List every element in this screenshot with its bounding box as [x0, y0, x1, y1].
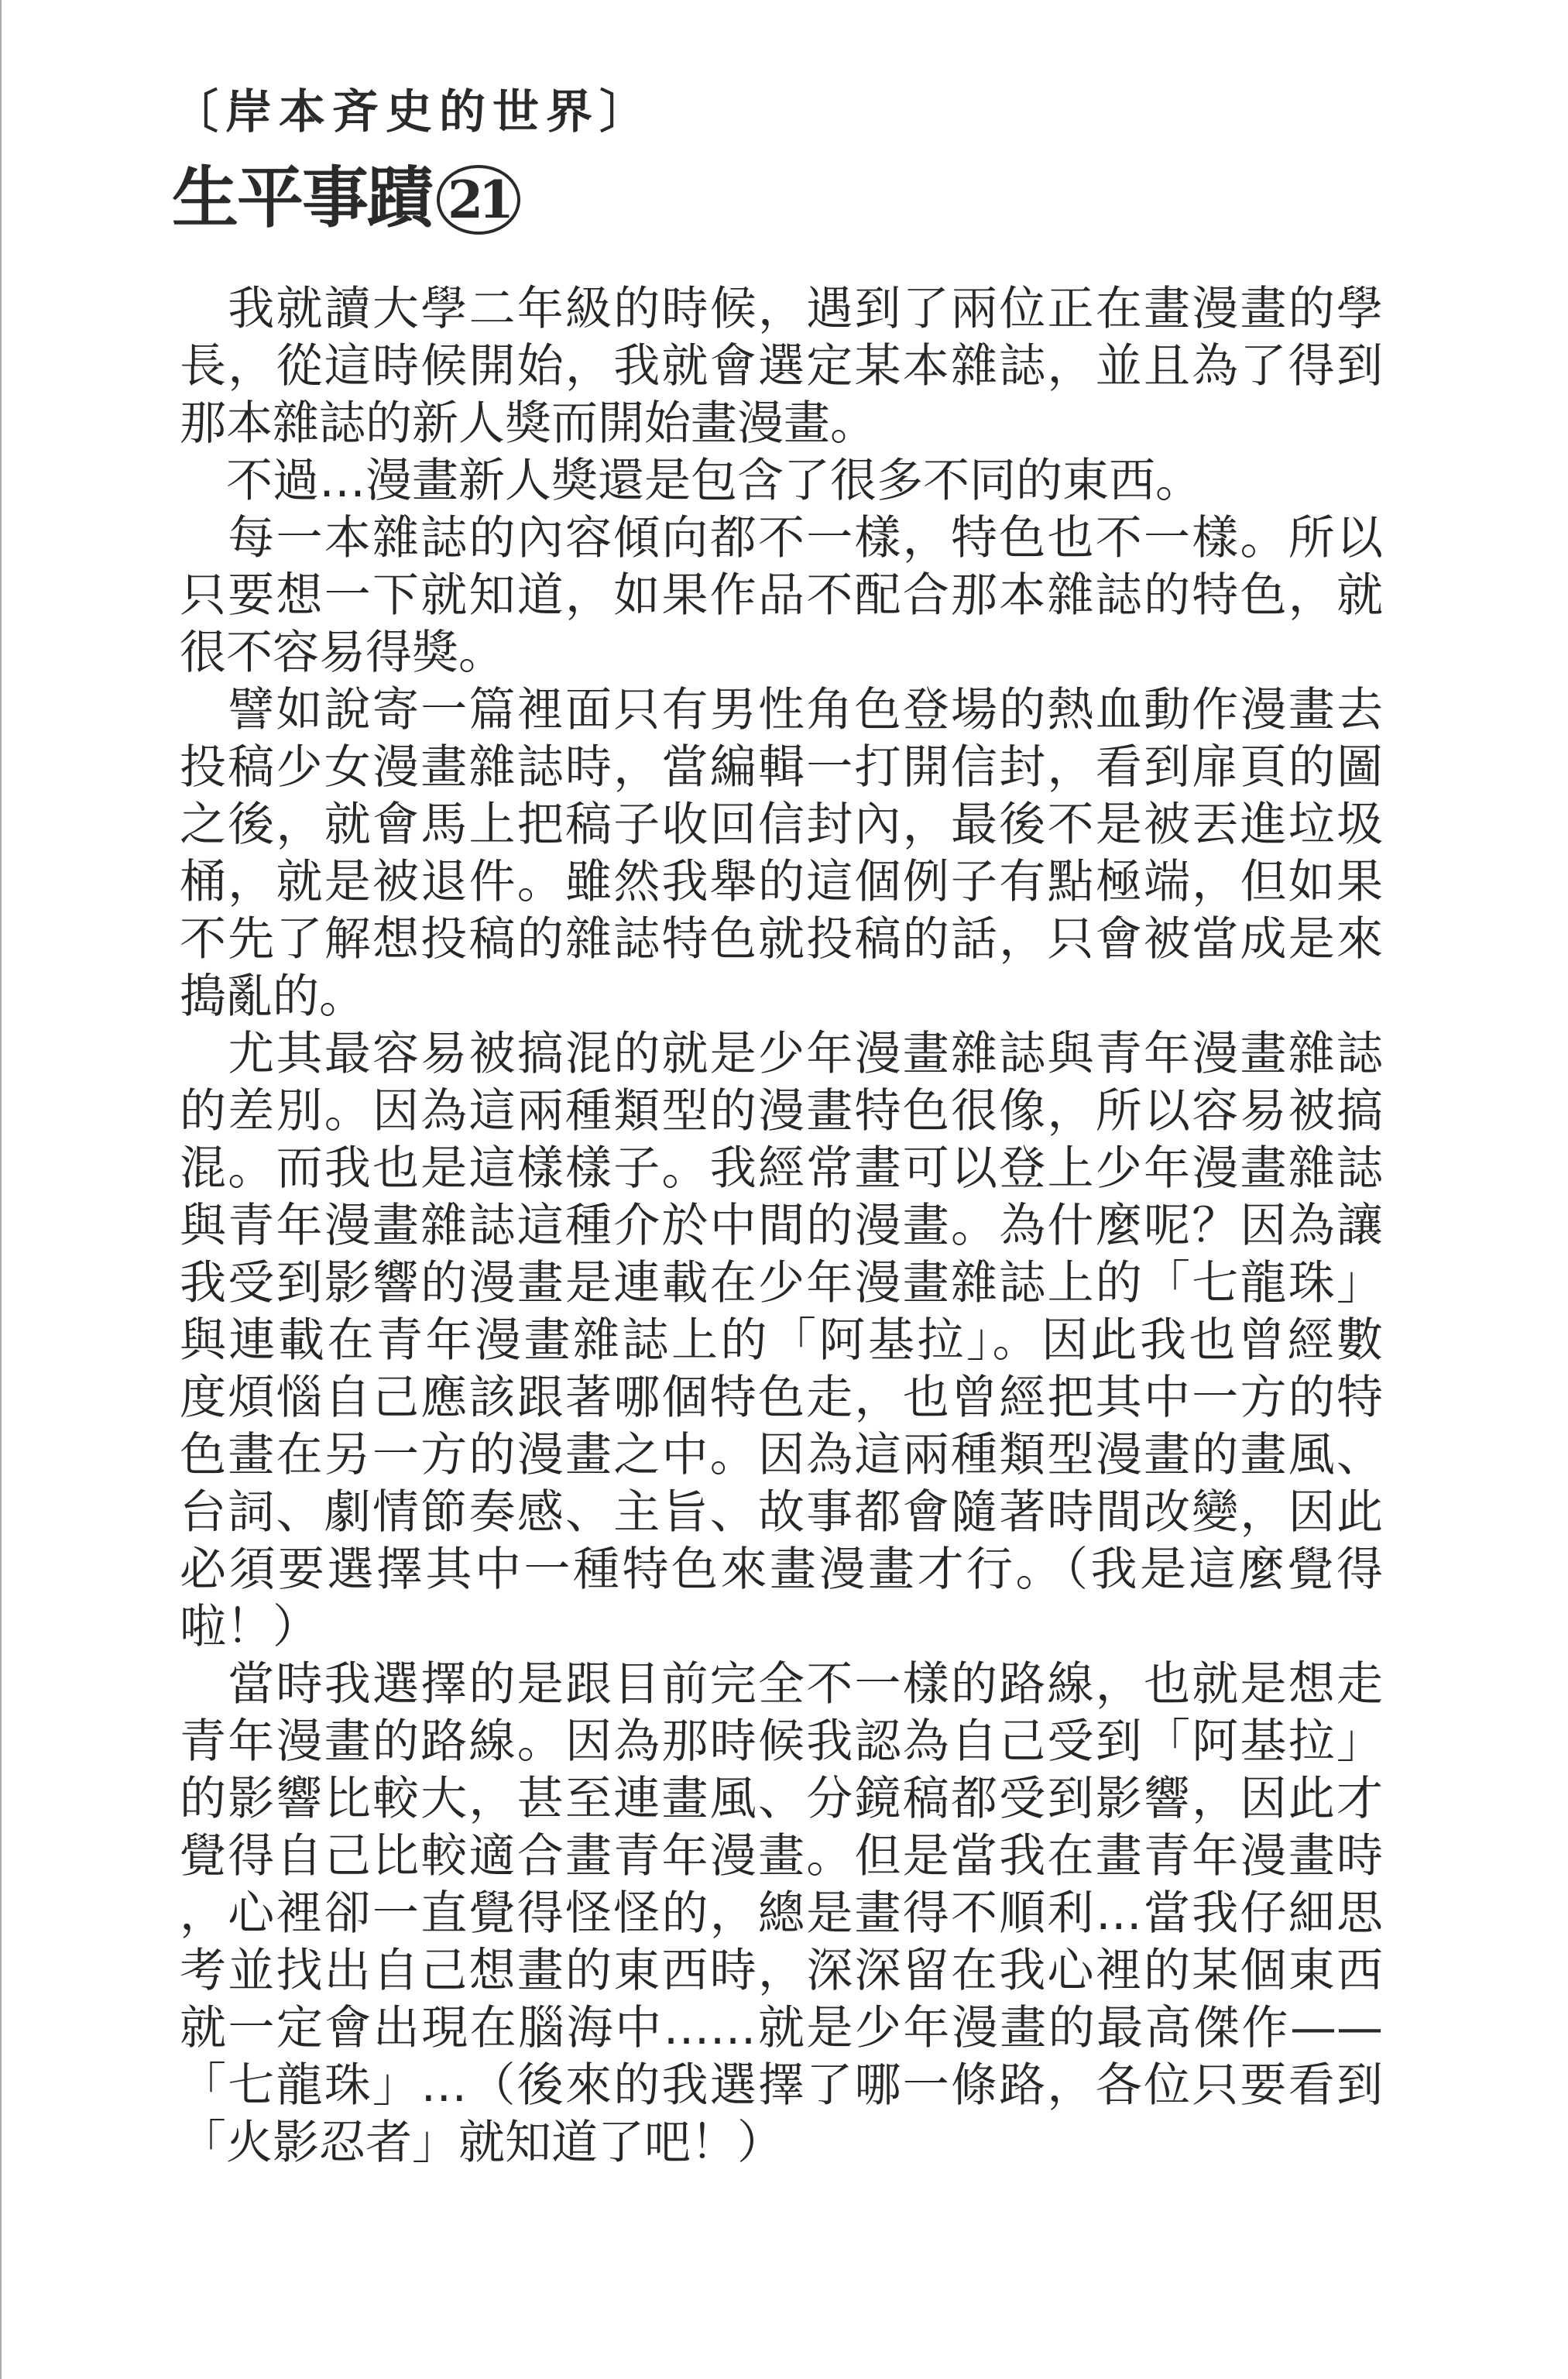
- chapter-number-circled: 21: [437, 165, 520, 235]
- text-line: 的影響比較大，甚至連畫風、分鏡稿都受到影響，因此才: [180, 1772, 1383, 1826]
- text-line: 我受到影響的漫畫是連載在少年漫畫雜誌上的「七龍珠」: [180, 1256, 1383, 1310]
- text-line: 之後，就會馬上把稿子收回信封內，最後不是被丟進垃圾: [180, 798, 1383, 852]
- text-line: 與連載在青年漫畫雜誌上的「阿基拉」。因此我也曾經數: [180, 1313, 1383, 1368]
- text-line: 不過…漫畫新人獎還是包含了很多不同的東西。: [180, 454, 1202, 508]
- text-line: 搗亂的。: [180, 970, 365, 1024]
- text-line: 的差別。因為這兩種類型的漫畫特色很像，所以容易被搞: [180, 1084, 1383, 1138]
- text-line: 我就讀大學二年級的時候，遇到了兩位正在畫漫畫的學: [180, 282, 1383, 336]
- text-line: 啦！）: [180, 1600, 319, 1654]
- text-line: ，心裡卻一直覺得怪怪的，總是畫得不順利…當我仔細思: [180, 1886, 1383, 1941]
- text-line: 必須要選擇其中一種特色來畫漫畫才行。（我是這麼覺得: [180, 1543, 1383, 1597]
- text-line: 考並找出自己想畫的東西時，深深留在我心裡的某個東西: [180, 1944, 1383, 1998]
- text-line: 台詞、劇情節奏感、主旨、故事都會隨著時間改變，因此: [180, 1485, 1383, 1540]
- chapter-title-text: 生平事蹟: [172, 160, 432, 237]
- text-line: 長，從這時候開始，我就會選定某本雜誌，並且為了得到: [180, 339, 1383, 393]
- text-line: 與青年漫畫雜誌這種介於中間的漫畫。為什麼呢？因為讓: [180, 1199, 1383, 1253]
- text-line: 覺得自己比較適合畫青年漫畫。但是當我在畫青年漫畫時: [180, 1829, 1383, 1883]
- text-line: 每一本雜誌的內容傾向都不一樣，特色也不一樣。所以: [180, 511, 1383, 565]
- text-line: 很不容易得獎。: [180, 626, 505, 680]
- text-line: 尤其最容易被搞混的就是少年漫畫雜誌與青年漫畫雜誌: [180, 1027, 1383, 1081]
- text-line: 就一定會出現在腦海中……就是少年漫畫的最高傑作——: [180, 2001, 1383, 2055]
- text-line: 「七龍珠」…（後來的我選擇了哪一條路，各位只要看到: [180, 2058, 1383, 2113]
- text-line: 色畫在另一方的漫畫之中。因為這兩種類型漫畫的畫風、: [180, 1428, 1383, 1482]
- text-line: 那本雜誌的新人獎而開始畫漫畫。: [180, 396, 877, 451]
- text-line: 不先了解想投稿的雜誌特色就投稿的話，只會被當成是來: [180, 912, 1383, 966]
- essay-body: [180, 280, 1383, 2171]
- text-line: 「火影忍者」就知道了吧！）: [180, 2116, 784, 2170]
- text-line: 當時我選擇的是跟目前完全不一樣的路線，也就是想走: [180, 1657, 1383, 1711]
- text-line: 投稿少女漫畫雜誌時，當編輯一打開信封，看到扉頁的圖: [180, 740, 1383, 795]
- page-left-edge-border: [0, 0, 2, 2379]
- text-line: 譬如說寄一篇裡面只有男性角色登場的熱血動作漫畫去: [180, 683, 1383, 737]
- text-line: 混。而我也是這樣樣子。我經常畫可以登上少年漫畫雜誌: [180, 1141, 1383, 1196]
- text-line: 度煩惱自己應該跟著哪個特色走，也曾經把其中一方的特: [180, 1371, 1383, 1425]
- series-title: 〔岸本斉史的世界〕: [172, 85, 653, 139]
- text-line: 只要想一下就知道，如果作品不配合那本雜誌的特色，就: [180, 568, 1383, 623]
- chapter-title: [172, 160, 520, 237]
- text-line: 桶，就是被退件。雖然我舉的這個例子有點極端，但如果: [180, 855, 1383, 909]
- text-line: 青年漫畫的路線。因為那時候我認為自己受到「阿基拉」: [180, 1715, 1383, 1769]
